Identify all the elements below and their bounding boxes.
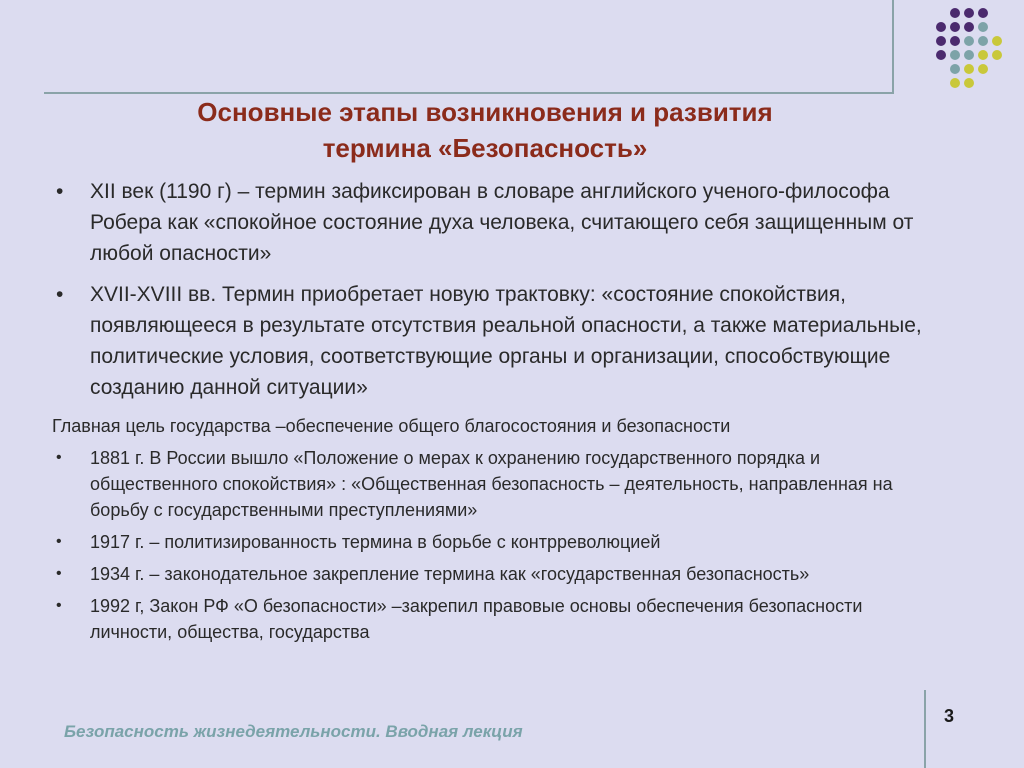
- bullet-text: XVII-XVIII вв. Термин приобретает новую трактовку: «состояние спокойствия, появляющееся в результате отсутствия реальной опасности, а также материальные, политические условия, соответствующие органы и организации, способствующие созданию данной ситуации»: [90, 283, 922, 399]
- sub-bullet-item: [52, 445, 932, 523]
- decor-dot: [936, 22, 946, 32]
- decor-dot: [964, 8, 974, 18]
- decor-dot: [964, 50, 974, 60]
- sub-bullet-item: [52, 529, 932, 555]
- bullet-item: [52, 279, 932, 403]
- bullet-text: 1992 г, Закон РФ «О безопасности» –закрепил правовые основы обеспечения безопасности личности, общества, государства: [90, 596, 863, 642]
- decor-dot: [978, 50, 988, 60]
- decor-dot: [936, 50, 946, 60]
- decor-dot: [950, 50, 960, 60]
- bullet-icon: •: [56, 283, 64, 306]
- title-line-1: Основные этапы возникновения и развития: [197, 97, 773, 127]
- decor-dot: [936, 36, 946, 46]
- decor-dot: [978, 22, 988, 32]
- bullet-text: 1881 г. В России вышло «Положение о мерах к охранению государственного порядка и общественного спокойствия» : «Общественная безопасность – деятельность, направленная на борьбу с государственными преступлениями»: [90, 448, 893, 520]
- main-goal-text: Главная цель государства –обеспечение общего благосостояния и безопасности: [52, 416, 731, 436]
- bullet-icon: •: [56, 533, 62, 550]
- bullet-item: [52, 176, 932, 269]
- footer-text: Безопасность жизнедеятельности. Вводная лекция: [64, 722, 523, 741]
- decor-dot: [950, 36, 960, 46]
- decor-dot: [992, 36, 1002, 46]
- bullet-text: 1917 г. – политизированность термина в борьбе с контрреволюцией: [90, 532, 661, 552]
- decor-dot: [964, 78, 974, 88]
- sub-bullet-item: [52, 593, 932, 645]
- decor-dot: [964, 22, 974, 32]
- decor-dot: [950, 64, 960, 74]
- bullet-text: 1934 г. – законодательное закрепление термина как «государственная безопасность»: [90, 564, 810, 584]
- decor-dot: [978, 8, 988, 18]
- decor-dot: [950, 22, 960, 32]
- bullet-icon: •: [56, 597, 62, 614]
- frame-line-vertical-bottom: [924, 690, 926, 768]
- decor-dot: [950, 8, 960, 18]
- page-number: 3: [944, 706, 955, 726]
- bullet-icon: •: [56, 180, 64, 203]
- bullet-icon: •: [56, 449, 62, 466]
- sub-bullet-item: [52, 561, 932, 587]
- title-line-2: термина «Безопасность»: [322, 133, 648, 163]
- decorative-dots: [936, 8, 1020, 96]
- decor-dot: [978, 64, 988, 74]
- slide-content: [52, 176, 932, 651]
- decor-dot: [950, 78, 960, 88]
- decor-dot: [978, 36, 988, 46]
- frame-line-vertical: [892, 0, 894, 94]
- slide-title: [60, 94, 910, 166]
- decor-dot: [992, 50, 1002, 60]
- bullet-text: XII век (1190 г) – термин зафиксирован в словаре английского ученого-философа Робера как «спокойное состояние духа человека, считающего себя защищенным от любой опасности»: [90, 180, 914, 265]
- decor-dot: [964, 64, 974, 74]
- bullet-icon: •: [56, 565, 62, 582]
- decor-dot: [964, 36, 974, 46]
